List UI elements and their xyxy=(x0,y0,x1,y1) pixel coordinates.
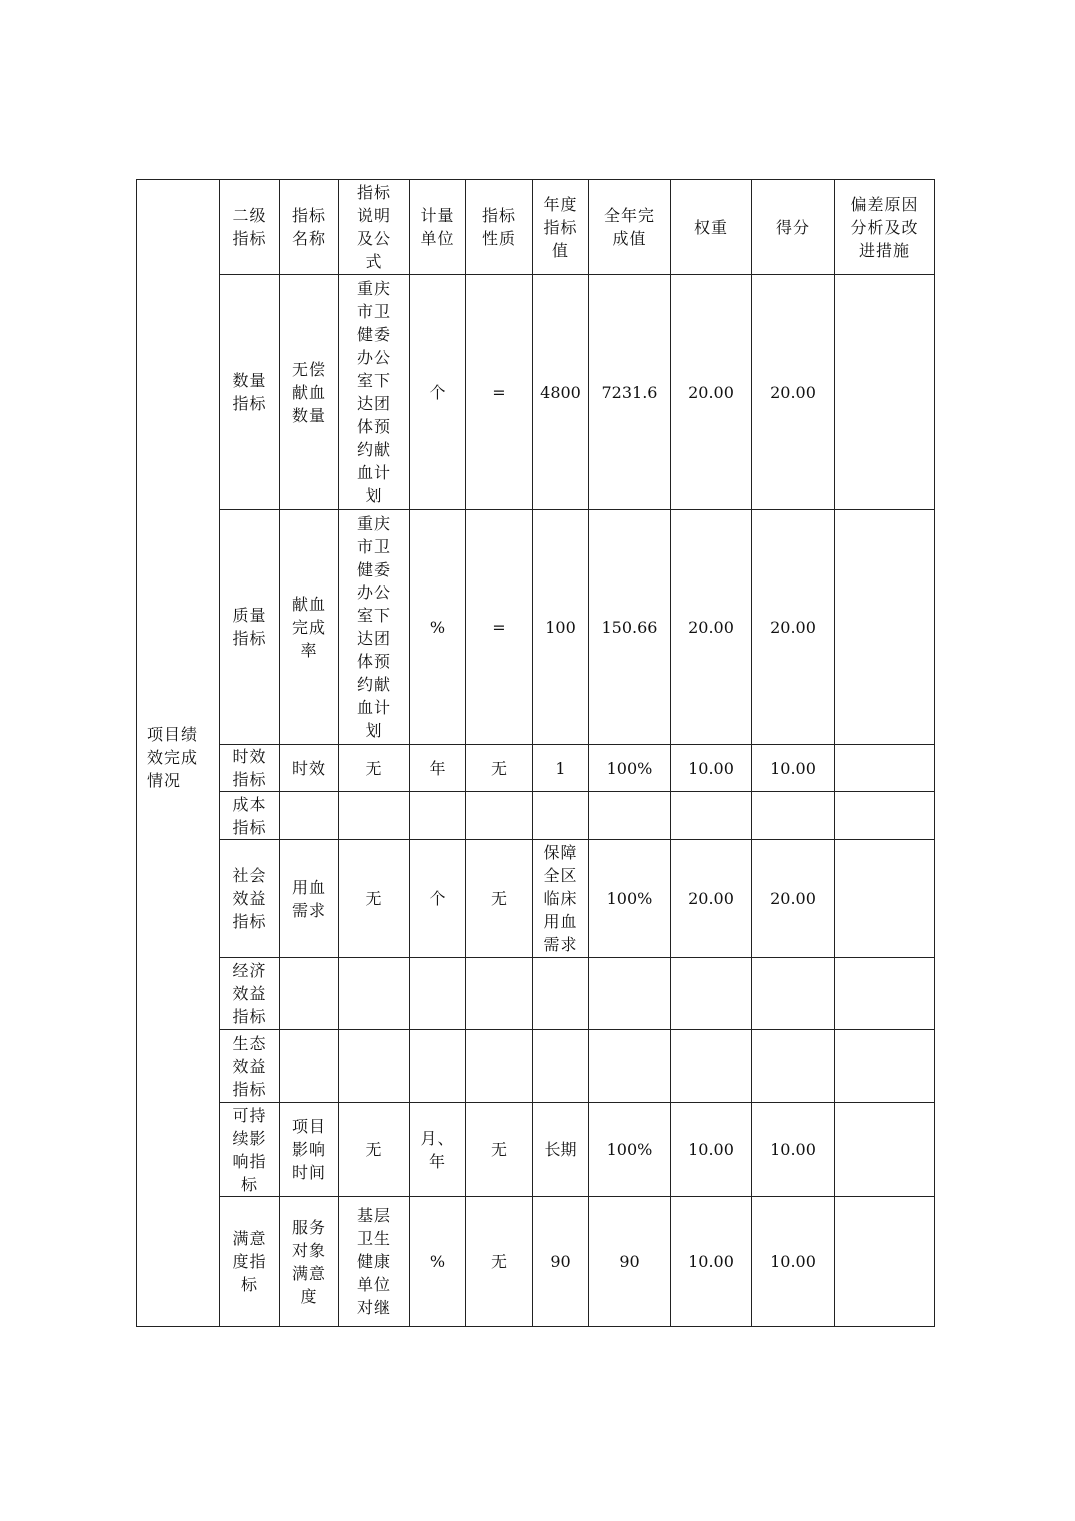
cell-deviation xyxy=(835,1030,935,1103)
cell-target xyxy=(533,958,589,1030)
cell-score: 10.00 xyxy=(752,745,835,792)
cell-weight: 20.00 xyxy=(671,840,752,958)
cell-name: 献血 完成 率 xyxy=(280,510,339,745)
cell-level2: 数量 指标 xyxy=(220,275,280,510)
cell-nature xyxy=(466,792,533,840)
cell-weight: 10.00 xyxy=(671,745,752,792)
cell-target: 90 xyxy=(533,1197,589,1327)
cell-desc: 重庆 市卫 健委 办公 室下 达团 体预 约献 血计 划 xyxy=(339,275,410,510)
cell-desc: 重庆 市卫 健委 办公 室下 达团 体预 约献 血计 划 xyxy=(339,510,410,745)
cell-level2: 经济 效益 指标 xyxy=(220,958,280,1030)
cell-weight xyxy=(671,958,752,1030)
header-nature: 指标 性质 xyxy=(466,180,533,275)
cell-unit: 个 xyxy=(410,840,466,958)
cell-actual: 100% xyxy=(589,840,671,958)
cell-score: 20.00 xyxy=(752,840,835,958)
header-target: 年度 指标 值 xyxy=(533,180,589,275)
cell-level2: 可持 续影 响指 标 xyxy=(220,1103,280,1197)
cell-weight: 10.00 xyxy=(671,1103,752,1197)
cell-weight: 20.00 xyxy=(671,275,752,510)
cell-actual: 100% xyxy=(589,745,671,792)
cell-name: 无偿 献血 数量 xyxy=(280,275,339,510)
cell-actual xyxy=(589,958,671,1030)
cell-desc xyxy=(339,958,410,1030)
table-row xyxy=(137,745,935,792)
cell-weight: 20.00 xyxy=(671,510,752,745)
table-row xyxy=(137,792,935,840)
cell-level2: 满意 度指 标 xyxy=(220,1197,280,1327)
table-row xyxy=(137,840,935,958)
cell-name: 项目 影响 时间 xyxy=(280,1103,339,1197)
cell-score xyxy=(752,1030,835,1103)
cell-deviation xyxy=(835,1103,935,1197)
header-level2: 二级 指标 xyxy=(220,180,280,275)
cell-actual xyxy=(589,792,671,840)
cell-nature: = xyxy=(466,275,533,510)
cell-level2: 质量 指标 xyxy=(220,510,280,745)
cell-unit: 个 xyxy=(410,275,466,510)
cell-name xyxy=(280,792,339,840)
cell-name: 时效 xyxy=(280,745,339,792)
cell-level2: 成本 指标 xyxy=(220,792,280,840)
cell-target: 保障 全区 临床 用血 需求 xyxy=(533,840,589,958)
table-row xyxy=(137,1197,935,1327)
performance-table xyxy=(136,179,935,1327)
cell-target: 4800 xyxy=(533,275,589,510)
cell-deviation xyxy=(835,1197,935,1327)
cell-unit: 年 xyxy=(410,745,466,792)
cell-nature xyxy=(466,958,533,1030)
cell-target: 1 xyxy=(533,745,589,792)
header-name: 指标 名称 xyxy=(280,180,339,275)
cell-target: 长期 xyxy=(533,1103,589,1197)
cell-unit xyxy=(410,958,466,1030)
cell-actual: 7231.6 xyxy=(589,275,671,510)
cell-level2: 社会 效益 指标 xyxy=(220,840,280,958)
cell-desc: 基层 卫生 健康 单位 对继 xyxy=(339,1197,410,1327)
header-desc: 指标 说明 及公 式 xyxy=(339,180,410,275)
cell-score xyxy=(752,792,835,840)
cell-score: 10.00 xyxy=(752,1103,835,1197)
cell-name xyxy=(280,1030,339,1103)
header-actual: 全年完 成值 xyxy=(589,180,671,275)
cell-nature: 无 xyxy=(466,745,533,792)
cell-weight: 10.00 xyxy=(671,1197,752,1327)
cell-score: 10.00 xyxy=(752,1197,835,1327)
cell-score xyxy=(752,958,835,1030)
cell-unit xyxy=(410,1030,466,1103)
cell-name xyxy=(280,958,339,1030)
table-row xyxy=(137,1030,935,1103)
cell-unit: % xyxy=(410,1197,466,1327)
header-score: 得分 xyxy=(752,180,835,275)
cell-deviation xyxy=(835,275,935,510)
cell-nature: 无 xyxy=(466,840,533,958)
cell-desc: 无 xyxy=(339,1103,410,1197)
cell-deviation xyxy=(835,958,935,1030)
header-deviation: 偏差原因 分析及改 进措施 xyxy=(835,180,935,275)
cell-level2: 时效 指标 xyxy=(220,745,280,792)
cell-level2: 生态 效益 指标 xyxy=(220,1030,280,1103)
cell-nature: 无 xyxy=(466,1103,533,1197)
cell-nature xyxy=(466,1030,533,1103)
cell-weight xyxy=(671,792,752,840)
cell-unit: 月、 年 xyxy=(410,1103,466,1197)
table-row xyxy=(137,958,935,1030)
table-row xyxy=(137,275,935,510)
section-label: 项目绩 效完成 情况 xyxy=(147,725,199,790)
cell-weight xyxy=(671,1030,752,1103)
cell-deviation xyxy=(835,840,935,958)
cell-deviation xyxy=(835,510,935,745)
cell-score: 20.00 xyxy=(752,275,835,510)
cell-desc xyxy=(339,792,410,840)
section-label-cell xyxy=(137,180,220,1327)
header-weight: 权重 xyxy=(671,180,752,275)
cell-target xyxy=(533,1030,589,1103)
cell-name: 用血 需求 xyxy=(280,840,339,958)
cell-nature: = xyxy=(466,510,533,745)
cell-target xyxy=(533,792,589,840)
cell-desc: 无 xyxy=(339,745,410,792)
cell-name: 服务 对象 满意 度 xyxy=(280,1197,339,1327)
cell-deviation xyxy=(835,792,935,840)
table-row xyxy=(137,510,935,745)
cell-unit: % xyxy=(410,510,466,745)
table-row xyxy=(137,1103,935,1197)
cell-target: 100 xyxy=(533,510,589,745)
header-row xyxy=(137,180,935,275)
cell-actual: 150.66 xyxy=(589,510,671,745)
cell-desc xyxy=(339,1030,410,1103)
cell-actual xyxy=(589,1030,671,1103)
cell-desc: 无 xyxy=(339,840,410,958)
header-unit: 计量 单位 xyxy=(410,180,466,275)
cell-score: 20.00 xyxy=(752,510,835,745)
cell-actual: 90 xyxy=(589,1197,671,1327)
cell-actual: 100% xyxy=(589,1103,671,1197)
cell-nature: 无 xyxy=(466,1197,533,1327)
cell-unit xyxy=(410,792,466,840)
cell-deviation xyxy=(835,745,935,792)
